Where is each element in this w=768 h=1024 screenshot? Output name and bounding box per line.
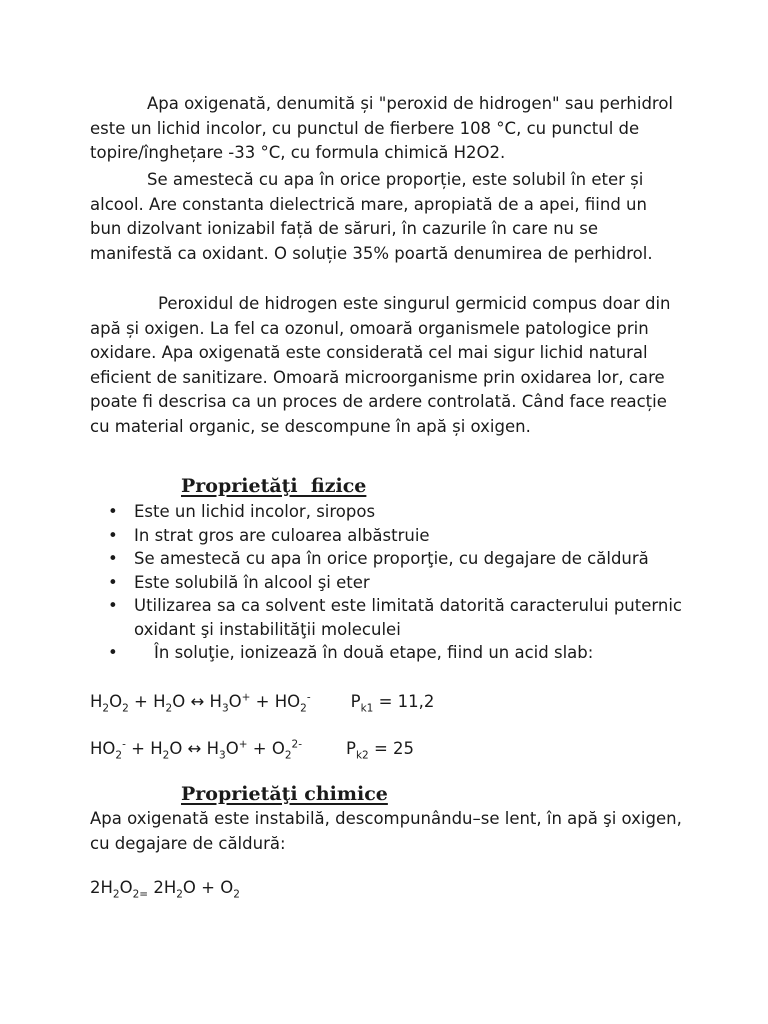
bullet-icon: • — [108, 596, 118, 615]
bullet-icon: • — [108, 549, 118, 568]
list-item: • In strat gros are culoarea albăstruie — [90, 524, 690, 548]
decomposition-equation: $2H_2O_{2=}$ $2H_2O + O_2$ — [90, 878, 240, 901]
intro-paragraph-1: Apa oxigenată, denumită și "peroxid de hidrogen" sau perhidrol este un lichid incolor, cu punctul de fierbere 108 °C, cu punctul de topire/înghețare -33 °C, cu formula chimică H2O2. — [90, 94, 674, 163]
physical-properties-list — [90, 500, 690, 665]
list-item: • În soluţie, ionizează în două etape, fiind un acid slab: — [90, 641, 690, 665]
bullet-icon: • — [108, 572, 118, 592]
list-item: • Este solubilă în alcool şi eter — [90, 571, 690, 595]
intro-paragraph-3: Peroxidul de hidrogen este singurul germicid compus doar din apă și oxigen. La fel ca ozonul, omoară organismele patologice prin oxidare. Apa oxigenată este considerată cel mai sigur lichid natural eficient de sanitizare. Omoară microorganisme prin oxidarea lor, care poate fi descrisa ca un proces de ardere controlată. Când face reacție cu material organic, se descompune în apă și oxigen. — [90, 294, 671, 436]
ionization-equation-2: $HO_2^- + H_2O$ ↔ $H_3O^+ + O_2^{2-}$ $P_{k2} = 25$ — [90, 738, 415, 762]
ionization-equation-1: $H_2O_2 + H_2O$ ↔ $H_3O^+ + HO_2^-$ $P_{k1} = 11,2$ — [90, 691, 435, 715]
pk1-constant: $P_{k1} = 11,2$ — [350, 692, 435, 715]
bullet-icon: • — [108, 643, 118, 662]
list-item: • Utilizarea sa ca solvent este limitată datorită caracterului puternic oxidant şi instabilităţii moleculei — [108, 596, 682, 639]
bullet-icon: • — [108, 502, 118, 521]
bullet-icon: • — [108, 525, 118, 545]
chemical-properties-text: Apa oxigenată este instabilă, descompunându–se lent, în apă şi oxigen, cu degajare de căldură: — [90, 809, 682, 853]
list-item: • Se amestecă cu apa în orice proporţie, cu degajare de căldură — [90, 547, 690, 571]
list-item: • Este un lichid incolor, siropos — [90, 500, 690, 524]
pk2-constant: $P_{k2} = 25$ — [346, 739, 415, 762]
chemical-properties-heading: Proprietăţi chimice — [181, 783, 388, 805]
physical-properties-heading: Proprietăţi fizice — [181, 475, 367, 497]
intro-paragraph-2: Se amestecă cu apa în orice proporție, este solubil în eter și alcool. Are constanta dielectrică mare, apropiată de a apei, fiind un bun dizolvant ionizabil față de săruri, în cazurile în care nu se manifestă ca oxidant. O soluție 35% poartă denumirea de perhidrol. — [90, 170, 653, 263]
